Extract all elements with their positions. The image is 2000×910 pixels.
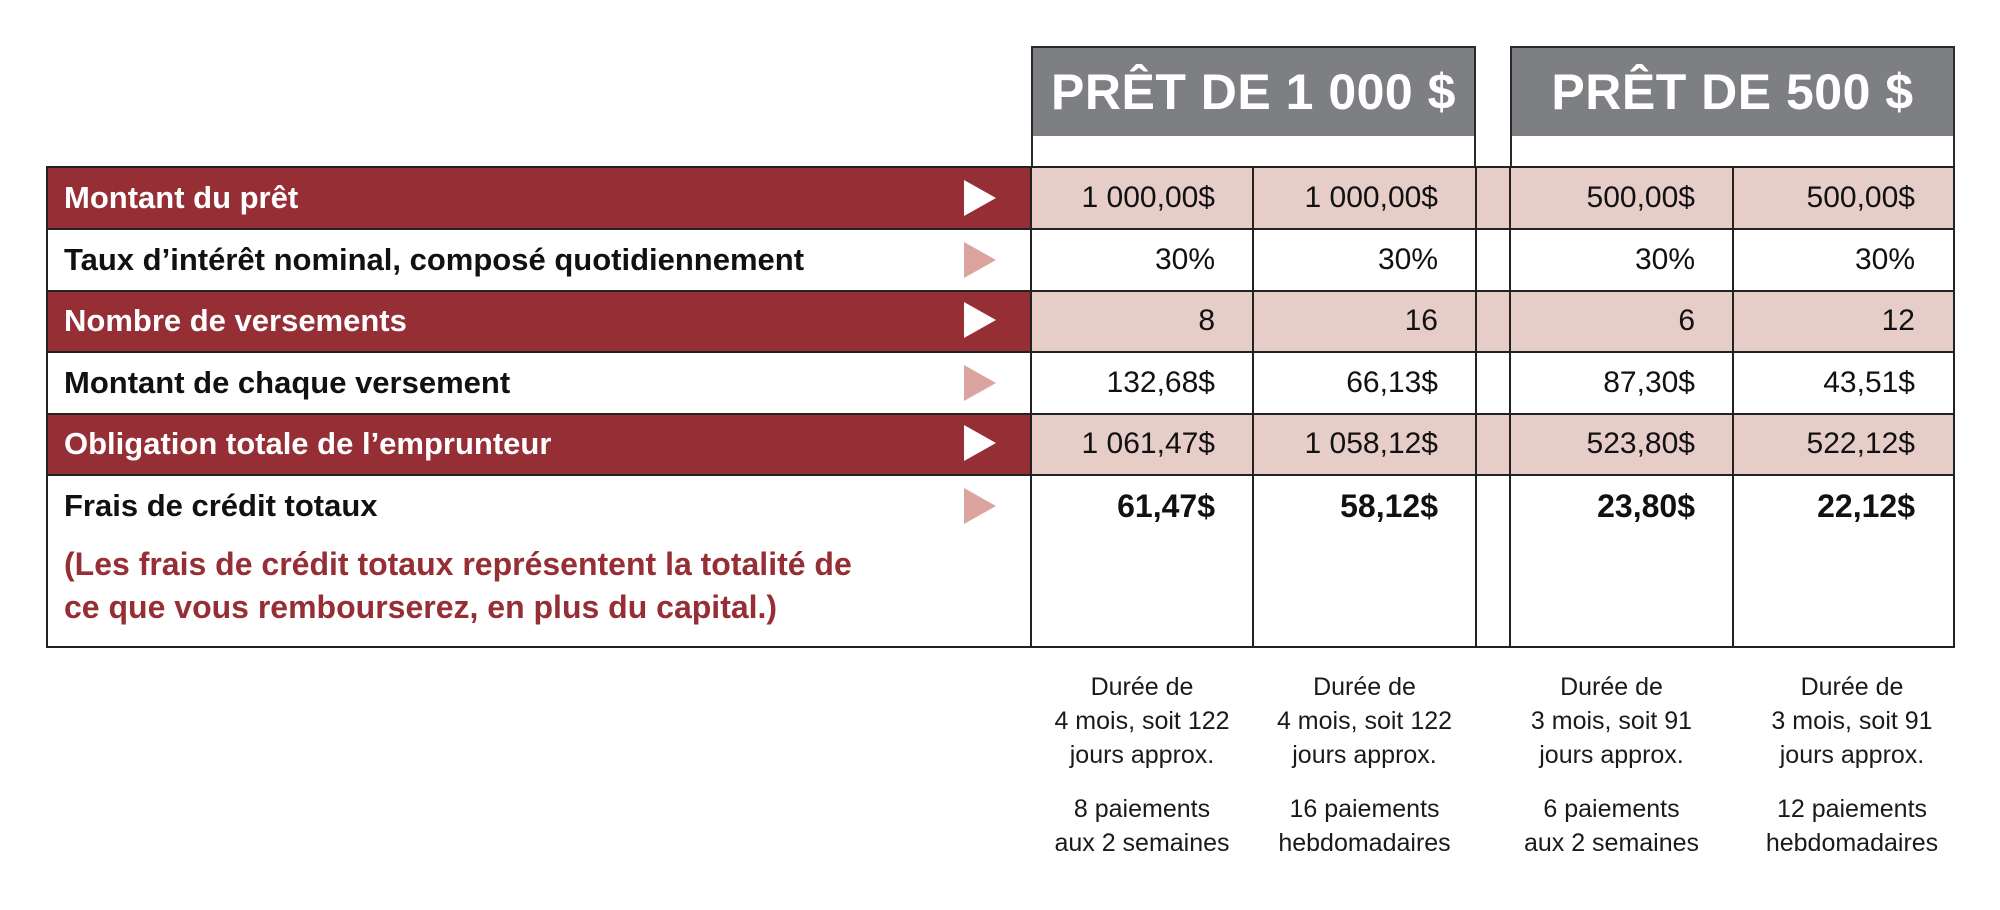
footnote-payments-line: aux 2 semaines bbox=[1054, 829, 1230, 857]
cell-interest-rate-2: 30% bbox=[1377, 243, 1438, 276]
cell-total-obligation-2: 1 058,12$ bbox=[1253, 413, 1476, 474]
grid-vline bbox=[1030, 166, 1032, 648]
grid-hline bbox=[46, 474, 1955, 476]
grid-hline bbox=[46, 290, 1955, 292]
cell-credit-cost-1: 61,47$ bbox=[1117, 487, 1215, 524]
header-loan-500 bbox=[1510, 46, 1955, 136]
cell-loan-amount-2: 1 000,00$ bbox=[1253, 168, 1476, 228]
cell-installments-2: 16 bbox=[1253, 290, 1476, 351]
footnote-column-4 bbox=[1737, 670, 1967, 860]
row-total-obligation-label: Obligation totale de l’emprunteur bbox=[64, 425, 552, 461]
cell-installment-amount-3: 87,30$ bbox=[1603, 366, 1695, 399]
footnote-payments-line: aux 2 semaines bbox=[1523, 829, 1700, 857]
triangle-right-icon bbox=[964, 180, 996, 216]
cell-installments-4: 12 bbox=[1733, 290, 1953, 351]
row-interest-rate-label: Taux d’intérêt nominal, composé quotidiennement bbox=[64, 242, 805, 277]
triangle-right-icon bbox=[964, 242, 996, 278]
cell-loan-amount-4: 500,00$ bbox=[1733, 168, 1953, 228]
triangle-right-icon bbox=[964, 365, 996, 401]
row-installment-amount-label: Montant de chaque versement bbox=[64, 365, 511, 400]
credit-cost-note-line-1: (Les frais de crédit totaux représentent la totalité de bbox=[64, 546, 852, 582]
grid-hline bbox=[46, 351, 1955, 353]
footnote-duration-line: jours approx. bbox=[1069, 741, 1215, 769]
cell-installment-amount-1: 132,68$ bbox=[1106, 366, 1215, 399]
cell-installment-amount-2: 66,13$ bbox=[1346, 366, 1438, 399]
footnote-duration-line: 3 mois, soit 91 bbox=[1530, 707, 1693, 735]
cell-total-obligation-4: 522,12$ bbox=[1733, 413, 1953, 474]
footnote-payments-line: 12 paiements bbox=[1776, 795, 1928, 823]
cell-credit-cost-3: 23,80$ bbox=[1597, 487, 1695, 524]
gap-fill bbox=[1476, 168, 1510, 228]
footnote-duration-line: jours approx. bbox=[1292, 741, 1437, 769]
grid-vline bbox=[1732, 166, 1734, 648]
cell-total-obligation-3: 523,80$ bbox=[1510, 413, 1733, 474]
row-credit-cost-label: Frais de crédit totaux bbox=[64, 488, 378, 523]
footnote-duration-line: Durée de bbox=[1090, 673, 1194, 701]
header-loan-1000-gap bbox=[1031, 136, 1476, 166]
footnote-payments-line: 6 paiements bbox=[1543, 795, 1680, 823]
footnote-duration-line: jours approx. bbox=[1779, 741, 1925, 769]
header-loan-500-label: PRÊT DE 500 $ bbox=[1551, 64, 1914, 120]
cell-interest-rate-1: 30% bbox=[1154, 243, 1215, 276]
triangle-right-icon bbox=[964, 302, 996, 338]
footnote-column-1 bbox=[1031, 670, 1253, 860]
cell-loan-amount-3: 500,00$ bbox=[1510, 168, 1733, 228]
footnote-duration-line: jours approx. bbox=[1539, 741, 1684, 769]
triangle-right-icon bbox=[964, 488, 996, 524]
footnote-duration-line: Durée de bbox=[1560, 673, 1663, 701]
cell-credit-cost-4: 22,12$ bbox=[1817, 487, 1915, 524]
grid-vline bbox=[1252, 166, 1254, 648]
row-installments-label: Nombre de versements bbox=[64, 302, 407, 338]
footnote-duration-line: Durée de bbox=[1313, 673, 1416, 701]
footnote-duration-line: Durée de bbox=[1800, 673, 1904, 701]
footnote-column-3 bbox=[1500, 670, 1723, 860]
cell-installments-1: 8 bbox=[1031, 290, 1253, 351]
credit-cost-note bbox=[64, 543, 984, 629]
footnote-column-2 bbox=[1253, 670, 1476, 860]
cell-interest-rate-3: 30% bbox=[1634, 243, 1695, 276]
footnote-payments-line: hebdomadaires bbox=[1278, 829, 1451, 857]
cell-loan-amount-1: 1 000,00$ bbox=[1031, 168, 1253, 228]
cell-installment-amount-4: 43,51$ bbox=[1823, 366, 1915, 399]
cell-total-obligation-1: 1 061,47$ bbox=[1031, 413, 1253, 474]
header-loan-1000 bbox=[1031, 46, 1476, 136]
gap-fill bbox=[1476, 290, 1510, 351]
footnote-payments-line: 16 paiements bbox=[1289, 795, 1440, 823]
triangle-right-icon bbox=[964, 425, 996, 461]
footnote-payments-line: 8 paiements bbox=[1073, 795, 1211, 823]
grid-vline bbox=[1475, 166, 1477, 648]
cell-credit-cost-2: 58,12$ bbox=[1340, 487, 1438, 524]
footnote-duration-line: 4 mois, soit 122 bbox=[1276, 707, 1453, 735]
header-loan-500-gap bbox=[1510, 136, 1955, 166]
header-loan-1000-label: PRÊT DE 1 000 $ bbox=[1051, 64, 1456, 120]
footnote-duration-line: 4 mois, soit 122 bbox=[1054, 707, 1230, 735]
row-loan-amount-label: Montant du prêt bbox=[64, 180, 299, 215]
gap-fill bbox=[1476, 413, 1510, 474]
credit-cost-note-line-2: ce que vous rembourserez, en plus du capital.) bbox=[64, 589, 778, 625]
cell-interest-rate-4: 30% bbox=[1854, 243, 1915, 276]
footnote-payments-line: hebdomadaires bbox=[1765, 829, 1939, 857]
grid-hline bbox=[46, 228, 1955, 230]
grid-hline bbox=[46, 413, 1955, 415]
footnote-duration-line: 3 mois, soit 91 bbox=[1771, 707, 1933, 735]
grid-vline bbox=[1509, 166, 1511, 648]
cell-installments-3: 6 bbox=[1510, 290, 1733, 351]
